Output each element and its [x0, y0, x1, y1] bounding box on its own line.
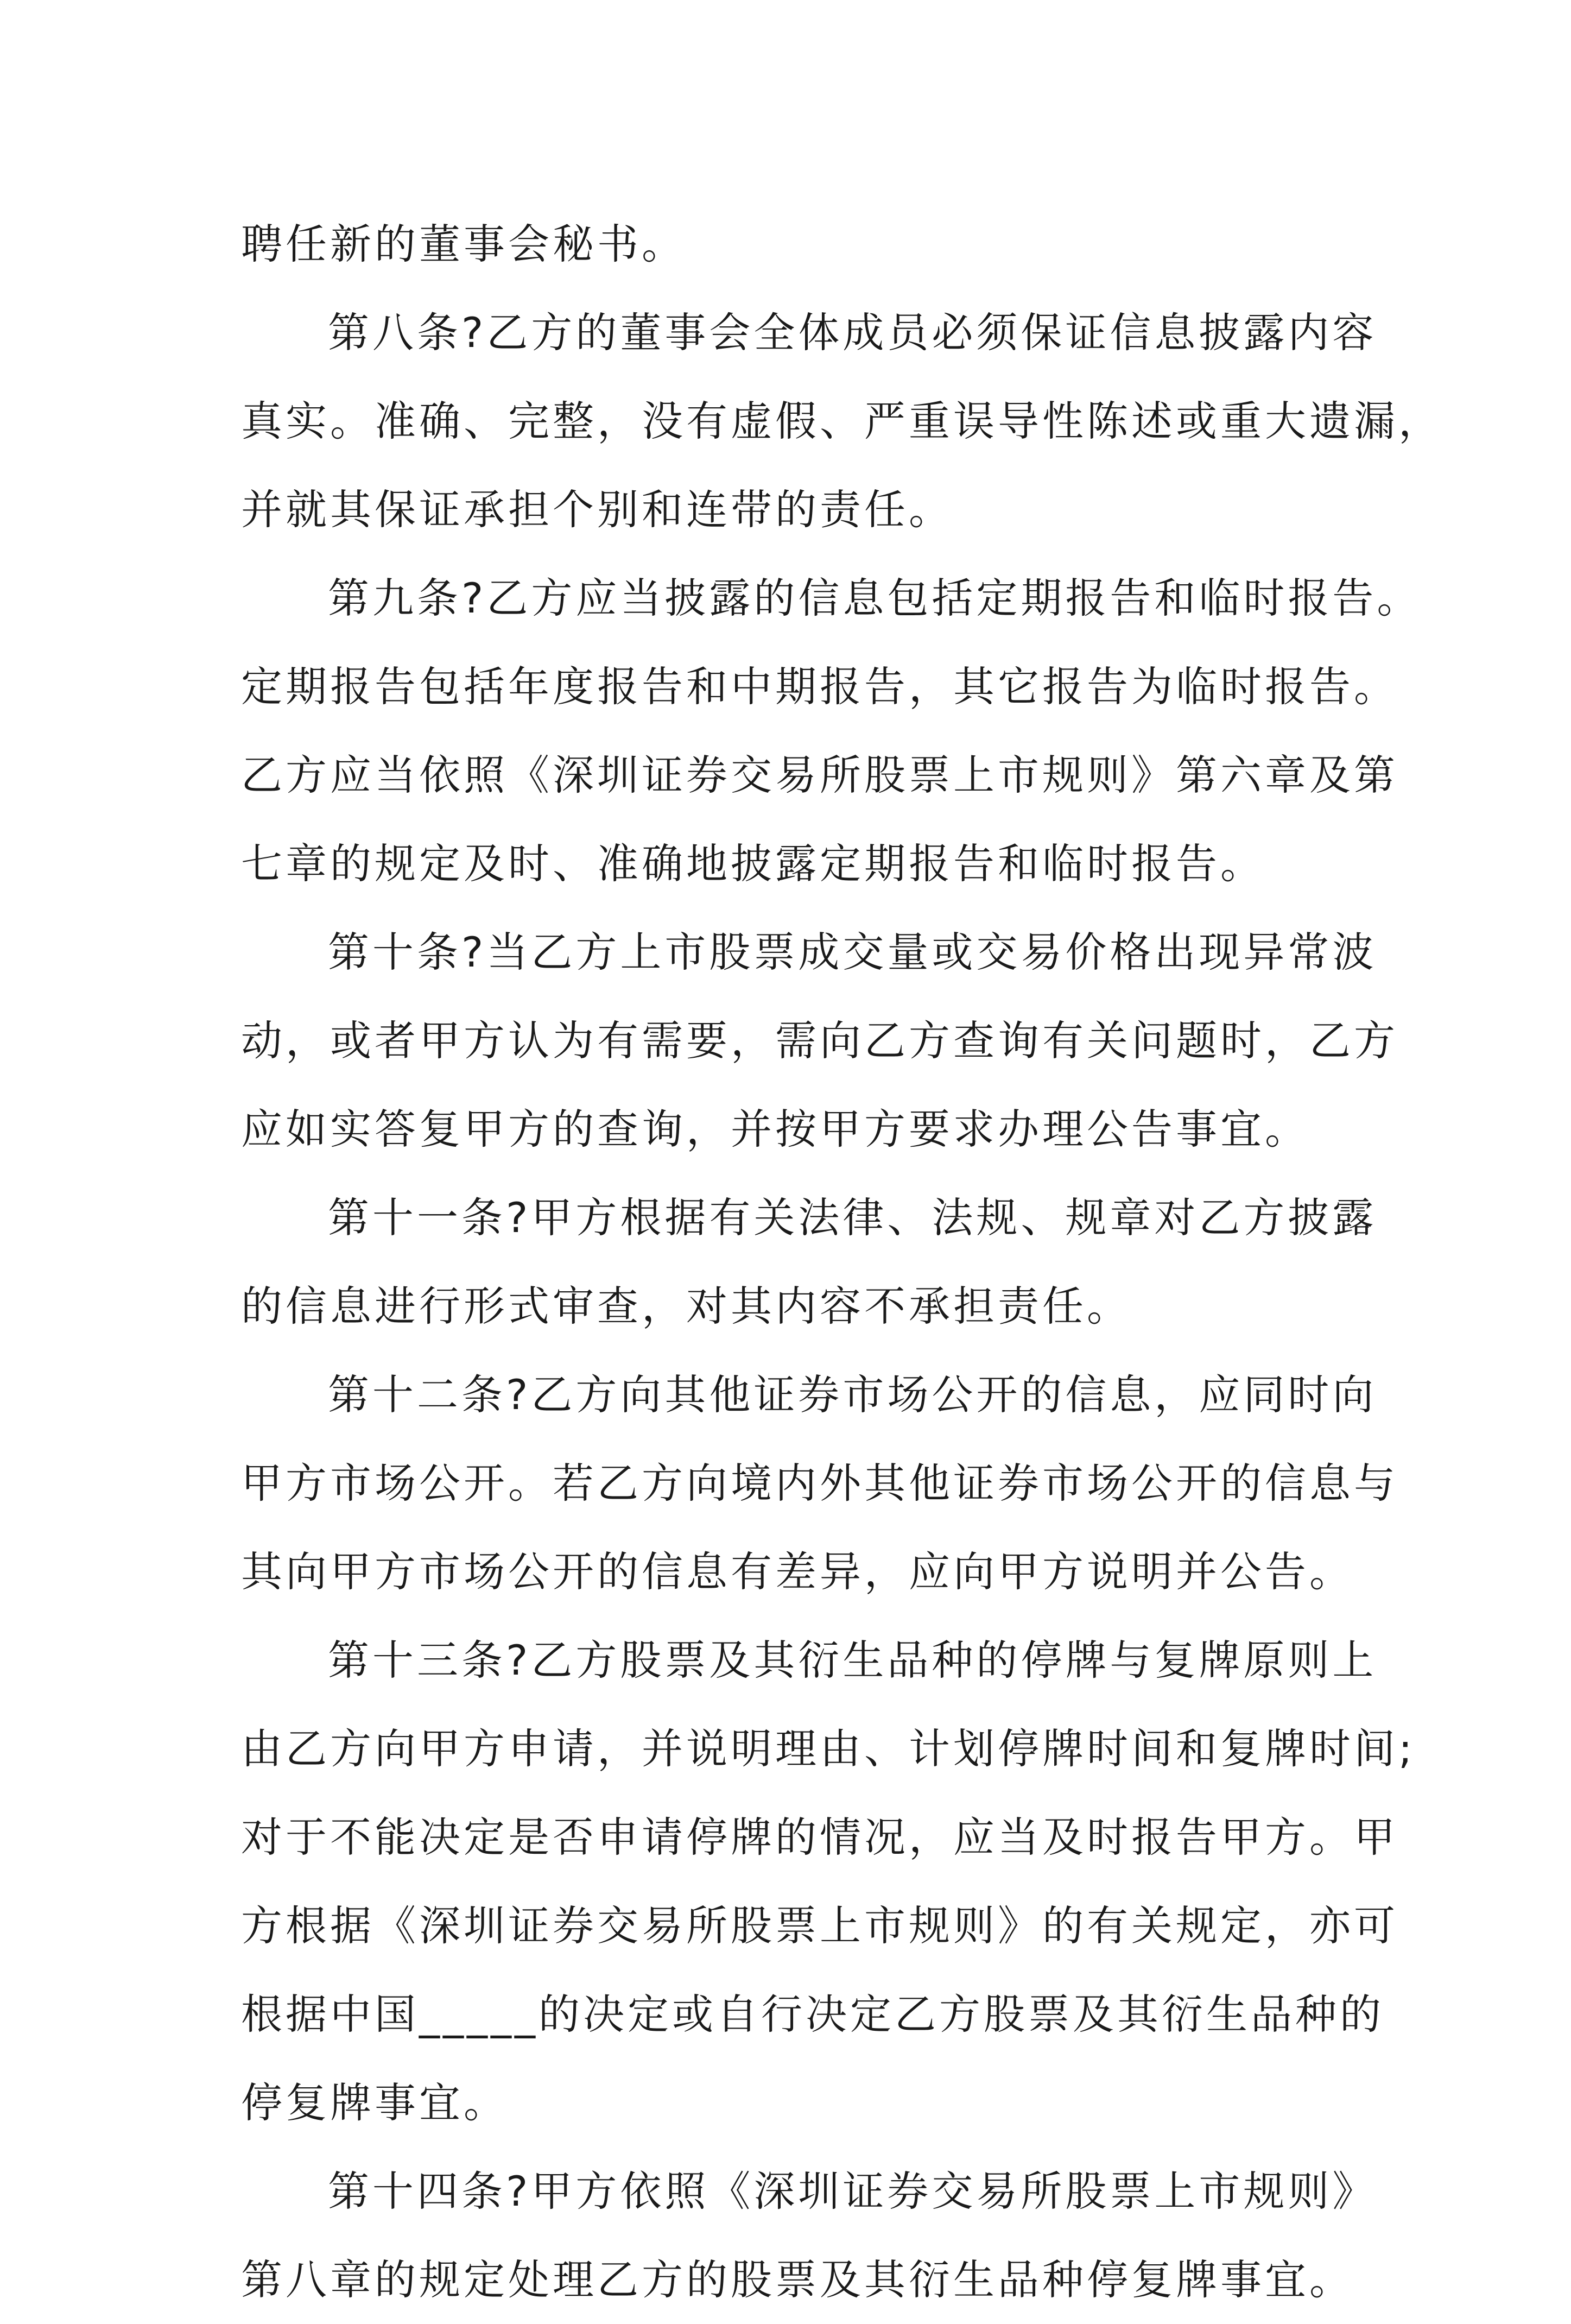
text-line: 对于不能决定是否申请停牌的情况，应当及时报告甲方。甲	[241, 1813, 1398, 1861]
text-line: 第八条?乙方的董事会全体成员必须保证信息披露内容	[328, 308, 1377, 357]
text-line: 第十二条?乙方向其他证券市场公开的信息，应同时向	[328, 1371, 1377, 1419]
text-line: 由乙方向甲方申请，并说明理由、计划停牌时间和复牌时间;	[241, 1725, 1416, 1773]
text-line: 根据中国_____的决定或自行决定乙方股票及其衍生品种的	[241, 1990, 1384, 2038]
text-line: 第八章的规定处理乙方的股票及其衍生品种停复牌事宜。	[241, 2256, 1354, 2304]
text-line: 停复牌事宜。	[241, 2079, 508, 2127]
text-line: 第十四条?甲方依照《深圳证券交易所股票上市规则》	[328, 2167, 1377, 2215]
text-line: 七章的规定及时、准确地披露定期报告和临时报告。	[241, 839, 1265, 888]
text-line: 动，或者甲方认为有需要，需向乙方查询有关问题时，乙方	[241, 1016, 1398, 1065]
text-line: 聘任新的董事会秘书。	[241, 220, 686, 268]
text-line: 第十条?当乙方上市股票成交量或交易价格出现异常波	[328, 928, 1377, 976]
text-line: 其向甲方市场公开的信息有差异，应向甲方说明并公告。	[241, 1548, 1354, 1596]
text-line: 乙方应当依照《深圳证券交易所股票上市规则》第六章及第	[241, 751, 1398, 799]
text-line: 定期报告包括年度报告和中期报告，其它报告为临时报告。	[241, 662, 1398, 711]
text-line: 应如实答复甲方的查询，并按甲方要求办理公告事宜。	[241, 1105, 1309, 1153]
text-line: 的信息进行形式审查，对其内容不承担责任。	[241, 1282, 1131, 1330]
text-line: 第十一条?甲方根据有关法律、法规、规章对乙方披露	[328, 1193, 1377, 1242]
document-body	[241, 200, 1443, 2324]
text-line: 第十三条?乙方股票及其衍生品种的停牌与复牌原则上	[328, 1636, 1377, 1684]
text-line: 甲方市场公开。若乙方向境内外其他证券市场公开的信息与	[241, 1459, 1398, 1507]
text-line: 并就其保证承担个别和连带的责任。	[241, 485, 953, 534]
text-line: 方根据《深圳证券交易所股票上市规则》的有关规定，亦可	[241, 1902, 1398, 1950]
text-line: 第九条?乙方应当披露的信息包括定期报告和临时报告。	[328, 574, 1422, 622]
text-line: 真实。准确、完整，没有虚假、严重误导性陈述或重大遗漏，	[241, 397, 1443, 445]
